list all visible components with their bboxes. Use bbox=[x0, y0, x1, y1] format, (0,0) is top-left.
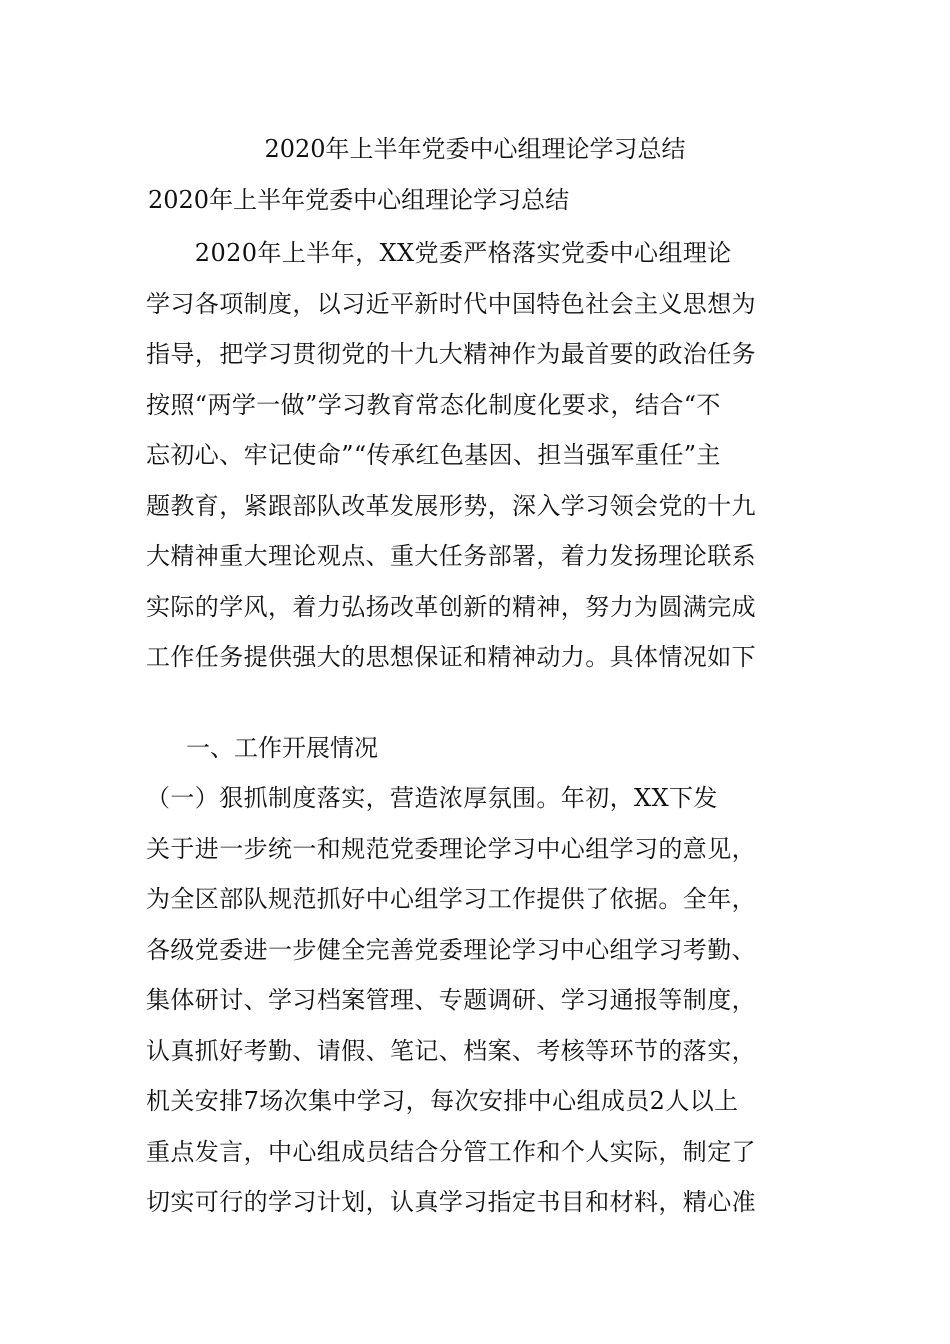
paragraph-line: 工作任务提供强大的思想保证和精神动力。具体情况如下 bbox=[146, 643, 756, 671]
paragraph-line: 集体研讨、学习档案管理、专题调研、学习通报等制度， bbox=[146, 986, 756, 1014]
paragraph-line: 关于进一步统一和规范党委理论学习中心组学习的意见， bbox=[146, 834, 756, 863]
document-subtitle: 2020年上半年党委中心组理论学习总结 bbox=[148, 186, 570, 214]
paragraph-line: （一）狠抓制度落实，营造浓厚氛围。年初，XX下发 bbox=[146, 784, 718, 812]
document-title: 2020年上半年党委中心组理论学习总结 bbox=[264, 135, 686, 163]
section-heading: 一、工作开展情况 bbox=[186, 734, 378, 762]
paragraph-line: 2020年上半年，XX党委严格落实党委中心组理论 bbox=[146, 239, 732, 267]
paragraph-line: 重点发言，中心组成员结合分管工作和个人实际，制定了 bbox=[146, 1137, 756, 1166]
paragraph-line: 认真抓好考勤、请假、笔记、档案、考核等环节的落实， bbox=[146, 1036, 756, 1065]
paragraph-line: 实际的学风，着力弘扬改革创新的精神，努力为圆满完成 bbox=[146, 592, 756, 621]
intro-paragraph bbox=[146, 228, 810, 683]
paragraph-line: 各级党委进一步健全完善党委理论学习中心组学习考勤、 bbox=[146, 935, 756, 964]
paragraph-line: 忘初心、牢记使命”“传承红色基因、担当强军重任”主 bbox=[146, 441, 721, 469]
paragraph-line: 为全区部队规范抓好中心组学习工作提供了依据。全年， bbox=[146, 885, 756, 913]
paragraph-line: 机关安排7场次集中学习，每次安排中心组成员2人以上 bbox=[146, 1087, 739, 1115]
section-paragraph bbox=[146, 773, 810, 1228]
paragraph-line: 指导，把学习贯彻党的十九大精神作为最首要的政治任务 bbox=[146, 340, 756, 368]
paragraph-line: 大精神重大理论观点、重大任务部署，着力发扬理论联系 bbox=[146, 542, 756, 570]
paragraph-line: 切实可行的学习计划，认真学习指定书目和材料，精心准 bbox=[146, 1188, 756, 1216]
paragraph-line: 题教育，紧跟部队改革发展形势，深入学习领会党的十九 bbox=[146, 491, 756, 520]
paragraph-line: 按照“两学一做”学习教育常态化制度化要求，结合“不 bbox=[146, 390, 721, 419]
paragraph-line: 学习各项制度，以习近平新时代中国特色社会主义思想为 bbox=[146, 289, 756, 318]
